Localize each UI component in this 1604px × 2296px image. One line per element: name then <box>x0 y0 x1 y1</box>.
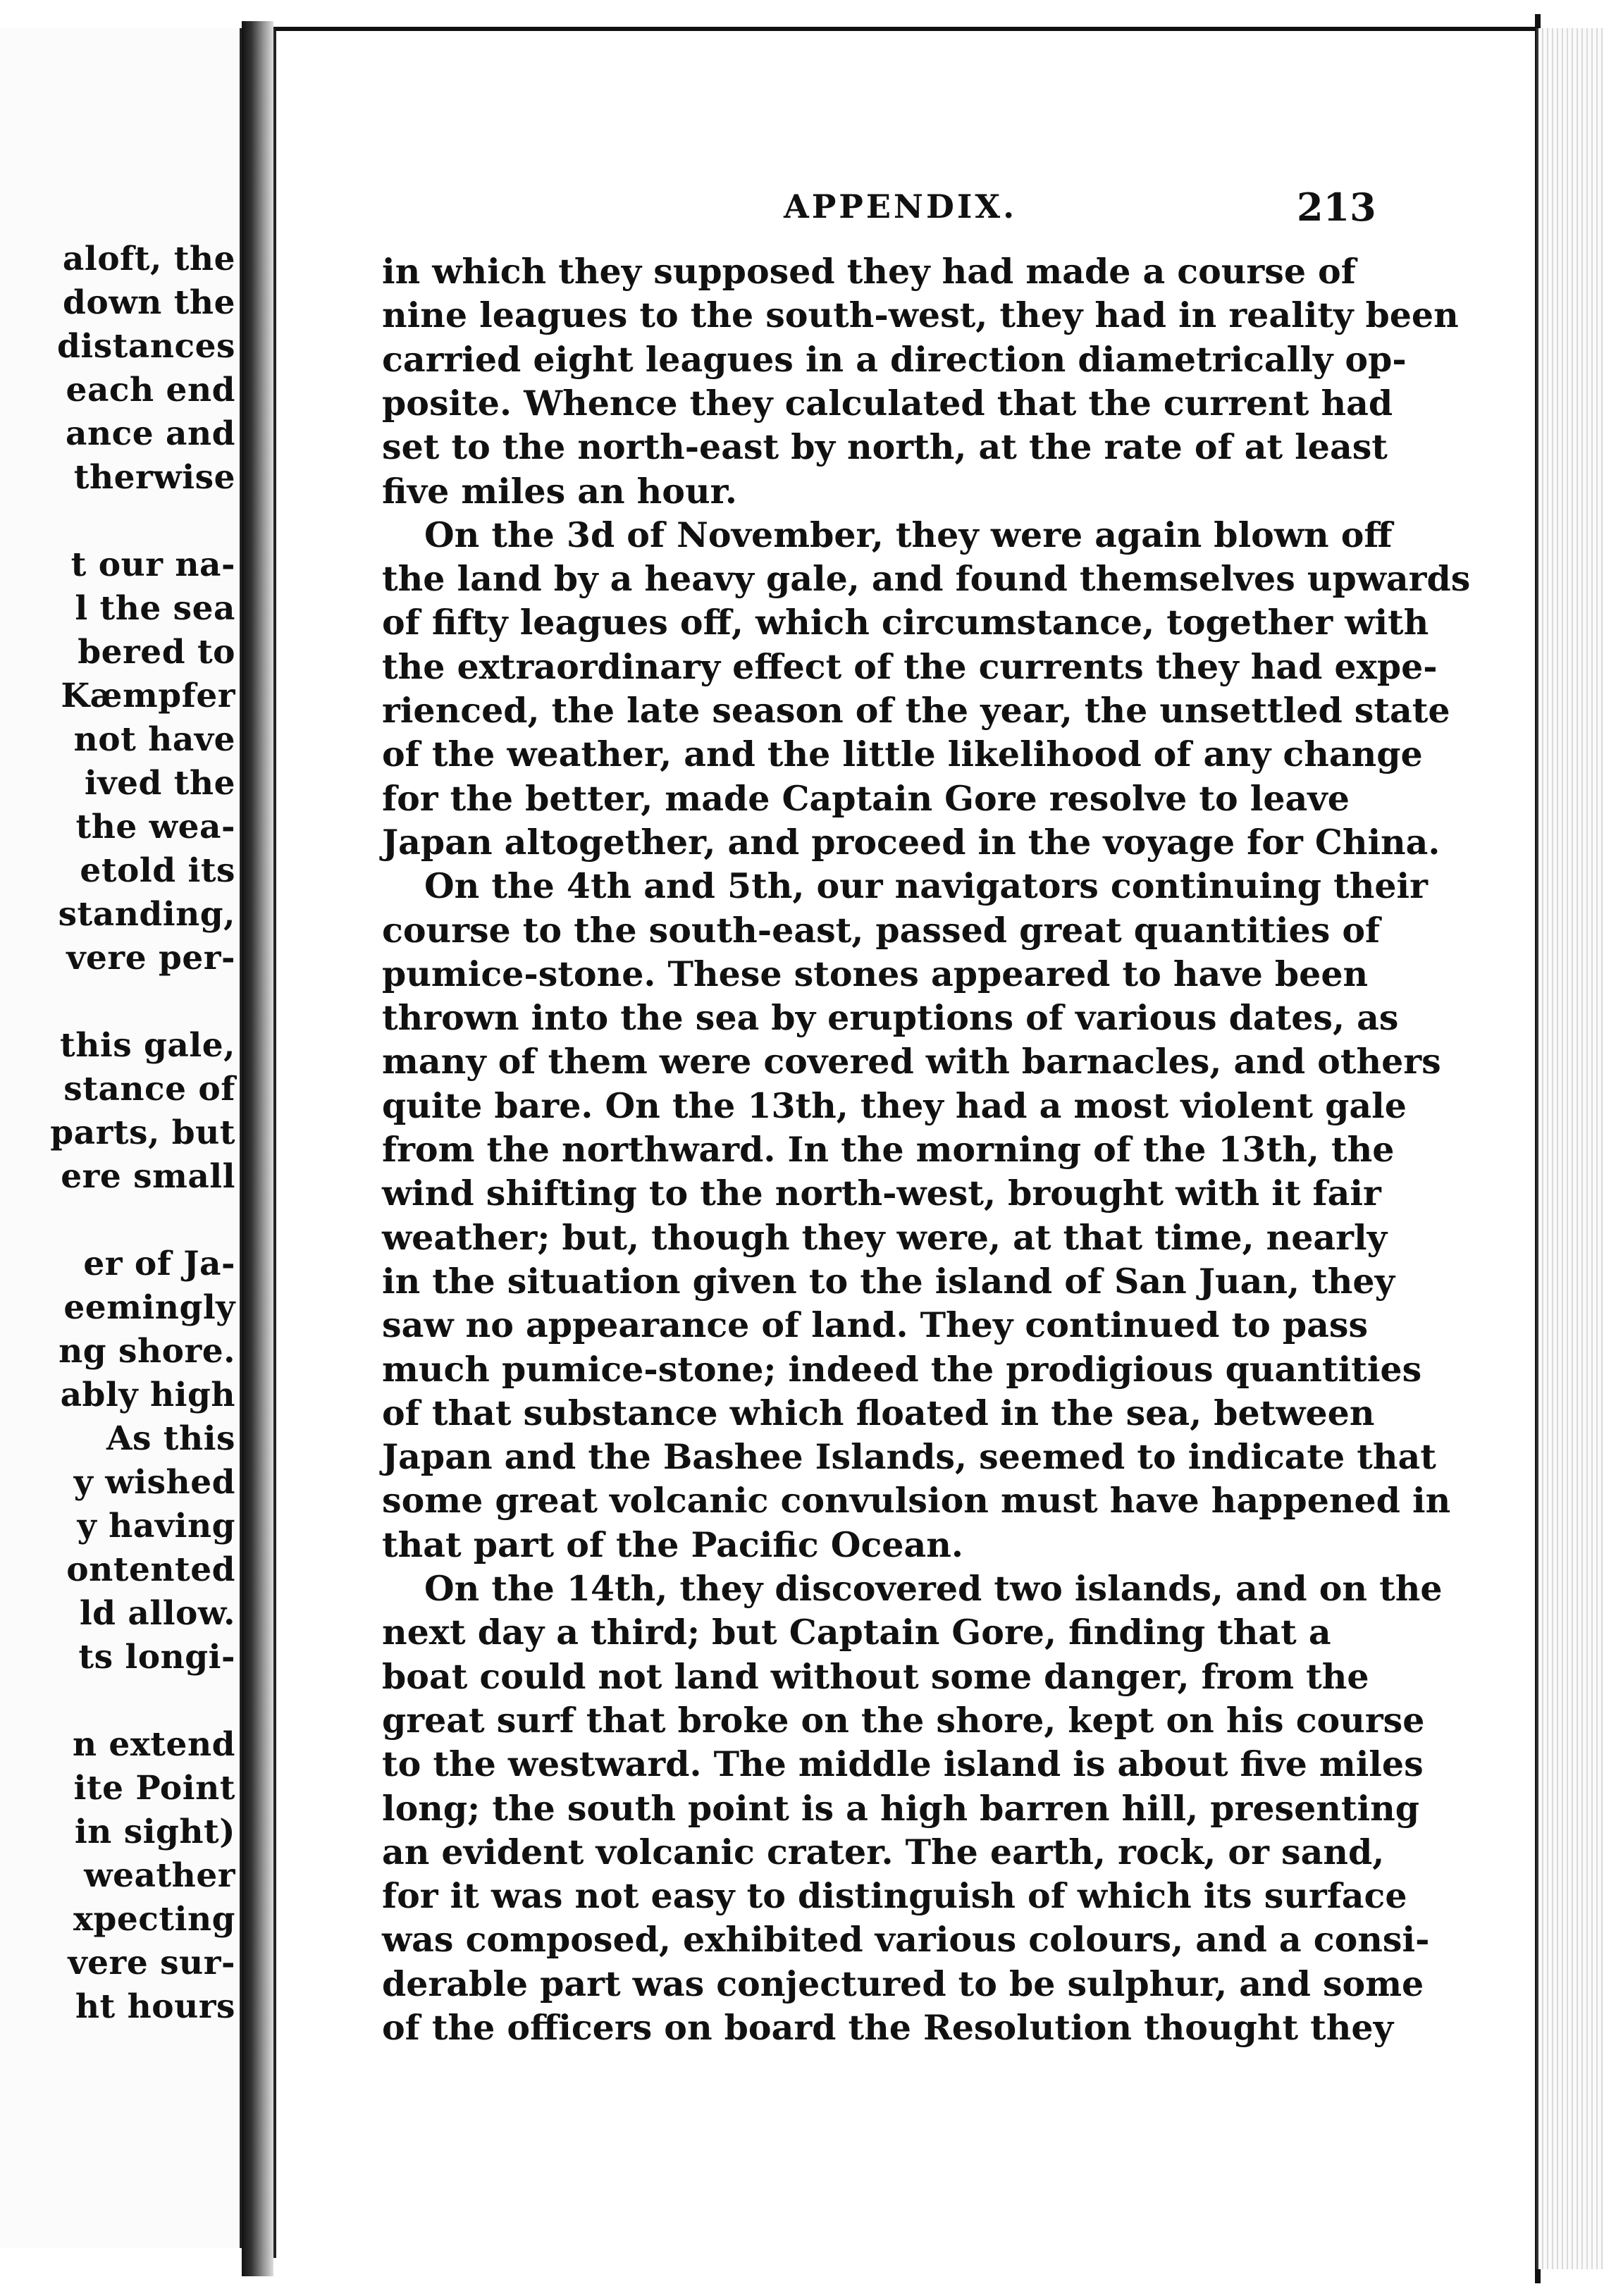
text-line: long; the south point is a high barren hill, presenting <box>382 1787 1420 1829</box>
book-gutter <box>242 21 273 2276</box>
text-line: Japan altogether, and proceed in the voyage for China. <box>382 821 1440 863</box>
text-line: boat could not land without some danger, from the <box>382 1655 1369 1697</box>
text-line: rienced, the late season of the year, the unsettled state <box>382 690 1450 731</box>
text-line: derable part was conjectured to be sulphur, and some <box>382 1963 1424 2004</box>
left-page-line: parts, but <box>50 1113 235 1152</box>
left-facing-page <box>0 28 242 2248</box>
text-line: much pumice-stone; indeed the prodigious quantities <box>382 1348 1422 1390</box>
left-page-line: etold its <box>80 851 235 890</box>
text-line: that part of the Pacific Ocean. <box>382 1524 963 1565</box>
left-page-line: weather <box>84 1856 235 1895</box>
left-page-line: ere small <box>61 1157 235 1196</box>
left-page-line: therwise <box>73 458 235 497</box>
left-page-line: ontented <box>66 1550 235 1589</box>
text-line: was composed, exhibited various colours, and a consi- <box>382 1919 1430 1961</box>
left-page-line: Kæmpfer <box>61 677 235 715</box>
text-line: for it was not easy to distinguish of which its surface <box>382 1875 1407 1917</box>
text-line: weather; but, though they were, at that time, nearly <box>382 1216 1388 1258</box>
page-number: 213 <box>1297 185 1376 230</box>
text-line: the extraordinary effect of the currents they had expe- <box>382 646 1438 687</box>
left-page-line: er of Ja- <box>83 1245 235 1283</box>
left-page-line: As this <box>106 1419 235 1458</box>
text-line: from the northward. In the morning of the 13th, the <box>382 1129 1395 1170</box>
left-page-line: ht hours <box>75 1987 235 2026</box>
text-line: in the situation given to the island of San Juan, they <box>382 1260 1395 1302</box>
left-page-line: not have <box>73 720 235 759</box>
left-page-line: n extend <box>72 1725 235 1764</box>
left-page-line: vere sur- <box>68 1944 235 1982</box>
text-line: On the 4th and 5th, our navigators continuing their <box>424 865 1428 907</box>
text-line: an evident volcanic crater. The earth, rock, or sand, <box>382 1831 1385 1872</box>
left-page-line: ts longi- <box>78 1638 235 1677</box>
left-page-line: each end <box>66 371 235 409</box>
text-line: carried eight leagues in a direction diametrically op- <box>382 338 1407 380</box>
text-line: great surf that broke on the shore, kept on his course <box>382 1699 1425 1741</box>
text-line: course to the south-east, passed great quantities of <box>382 909 1381 951</box>
text-line: set to the north-east by north, at the rate of at least <box>382 426 1388 468</box>
text-line: to the westward. The middle island is about five miles <box>382 1743 1424 1785</box>
text-line: pumice-stone. These stones appeared to have been <box>382 953 1369 994</box>
text-line: many of them were covered with barnacles, and others <box>382 1041 1441 1082</box>
text-line: wind shifting to the north-west, brought with it fair <box>382 1173 1381 1214</box>
left-page-line: y wished <box>73 1463 235 1502</box>
left-page-line: aloft, the <box>62 240 235 278</box>
text-line: saw no appearance of land. They continued to pass <box>382 1304 1369 1346</box>
left-page-line: y having <box>77 1507 235 1545</box>
text-line: thrown into the sea by eruptions of various dates, as <box>382 997 1399 1039</box>
text-line: five miles an hour. <box>382 470 737 512</box>
left-page-line: down the <box>63 283 235 322</box>
text-line: Japan and the Bashee Islands, seemed to indicate that <box>382 1436 1436 1478</box>
running-header: APPENDIX. <box>784 187 1018 226</box>
text-line: next day a third; but Captain Gore, finding that a <box>382 1612 1331 1653</box>
text-line: nine leagues to the south-west, they had in reality been <box>382 295 1459 336</box>
text-line: for the better, made Captain Gore resolve to leave <box>382 777 1350 819</box>
text-line: On the 3d of November, they were again blown off <box>424 514 1393 555</box>
left-page-line: this gale, <box>60 1026 235 1065</box>
left-page-line: vere per- <box>66 939 235 977</box>
left-page-line: l the sea <box>75 589 235 628</box>
left-page-line: eemingly <box>63 1288 235 1327</box>
left-page-line: distances <box>57 327 235 366</box>
text-line: On the 14th, they discovered two islands, and on the <box>424 1568 1443 1609</box>
left-page-line: standing, <box>58 895 235 934</box>
text-line: quite bare. On the 13th, they had a most violent gale <box>382 1085 1407 1126</box>
left-page-line: ite Point <box>73 1769 235 1808</box>
text-line: of fifty leagues off, which circumstance, together with <box>382 602 1429 643</box>
text-line: of the weather, and the little likelihood of any change <box>382 734 1423 775</box>
left-page-line: ived the <box>84 764 235 803</box>
text-line: of the officers on board the Resolution thought they <box>382 2007 1394 2048</box>
text-line: in which they supposed they had made a course of <box>382 251 1356 292</box>
left-page-line: in sight) <box>74 1813 235 1851</box>
left-page-line: ance and <box>66 414 235 453</box>
text-line: some great volcanic convulsion must have happened in <box>382 1480 1451 1522</box>
left-page-line: ld allow. <box>79 1594 235 1633</box>
left-page-line: bered to <box>78 633 235 672</box>
left-page-line: xpecting <box>73 1900 235 1939</box>
left-page-line: the wea- <box>75 808 235 846</box>
left-page-line: ng shore. <box>58 1332 235 1371</box>
text-line: posite. Whence they calculated that the current had <box>382 382 1393 424</box>
text-line: of that substance which floated in the sea, between <box>382 1392 1375 1433</box>
left-page-line: stance of <box>63 1070 235 1109</box>
text-line: the land by a heavy gale, and found themselves upwards <box>382 558 1471 600</box>
page-edges <box>1536 28 1604 2269</box>
right-page <box>273 27 1539 2258</box>
left-page-line: ably high <box>60 1376 235 1414</box>
left-page-line: t our na- <box>70 545 235 584</box>
